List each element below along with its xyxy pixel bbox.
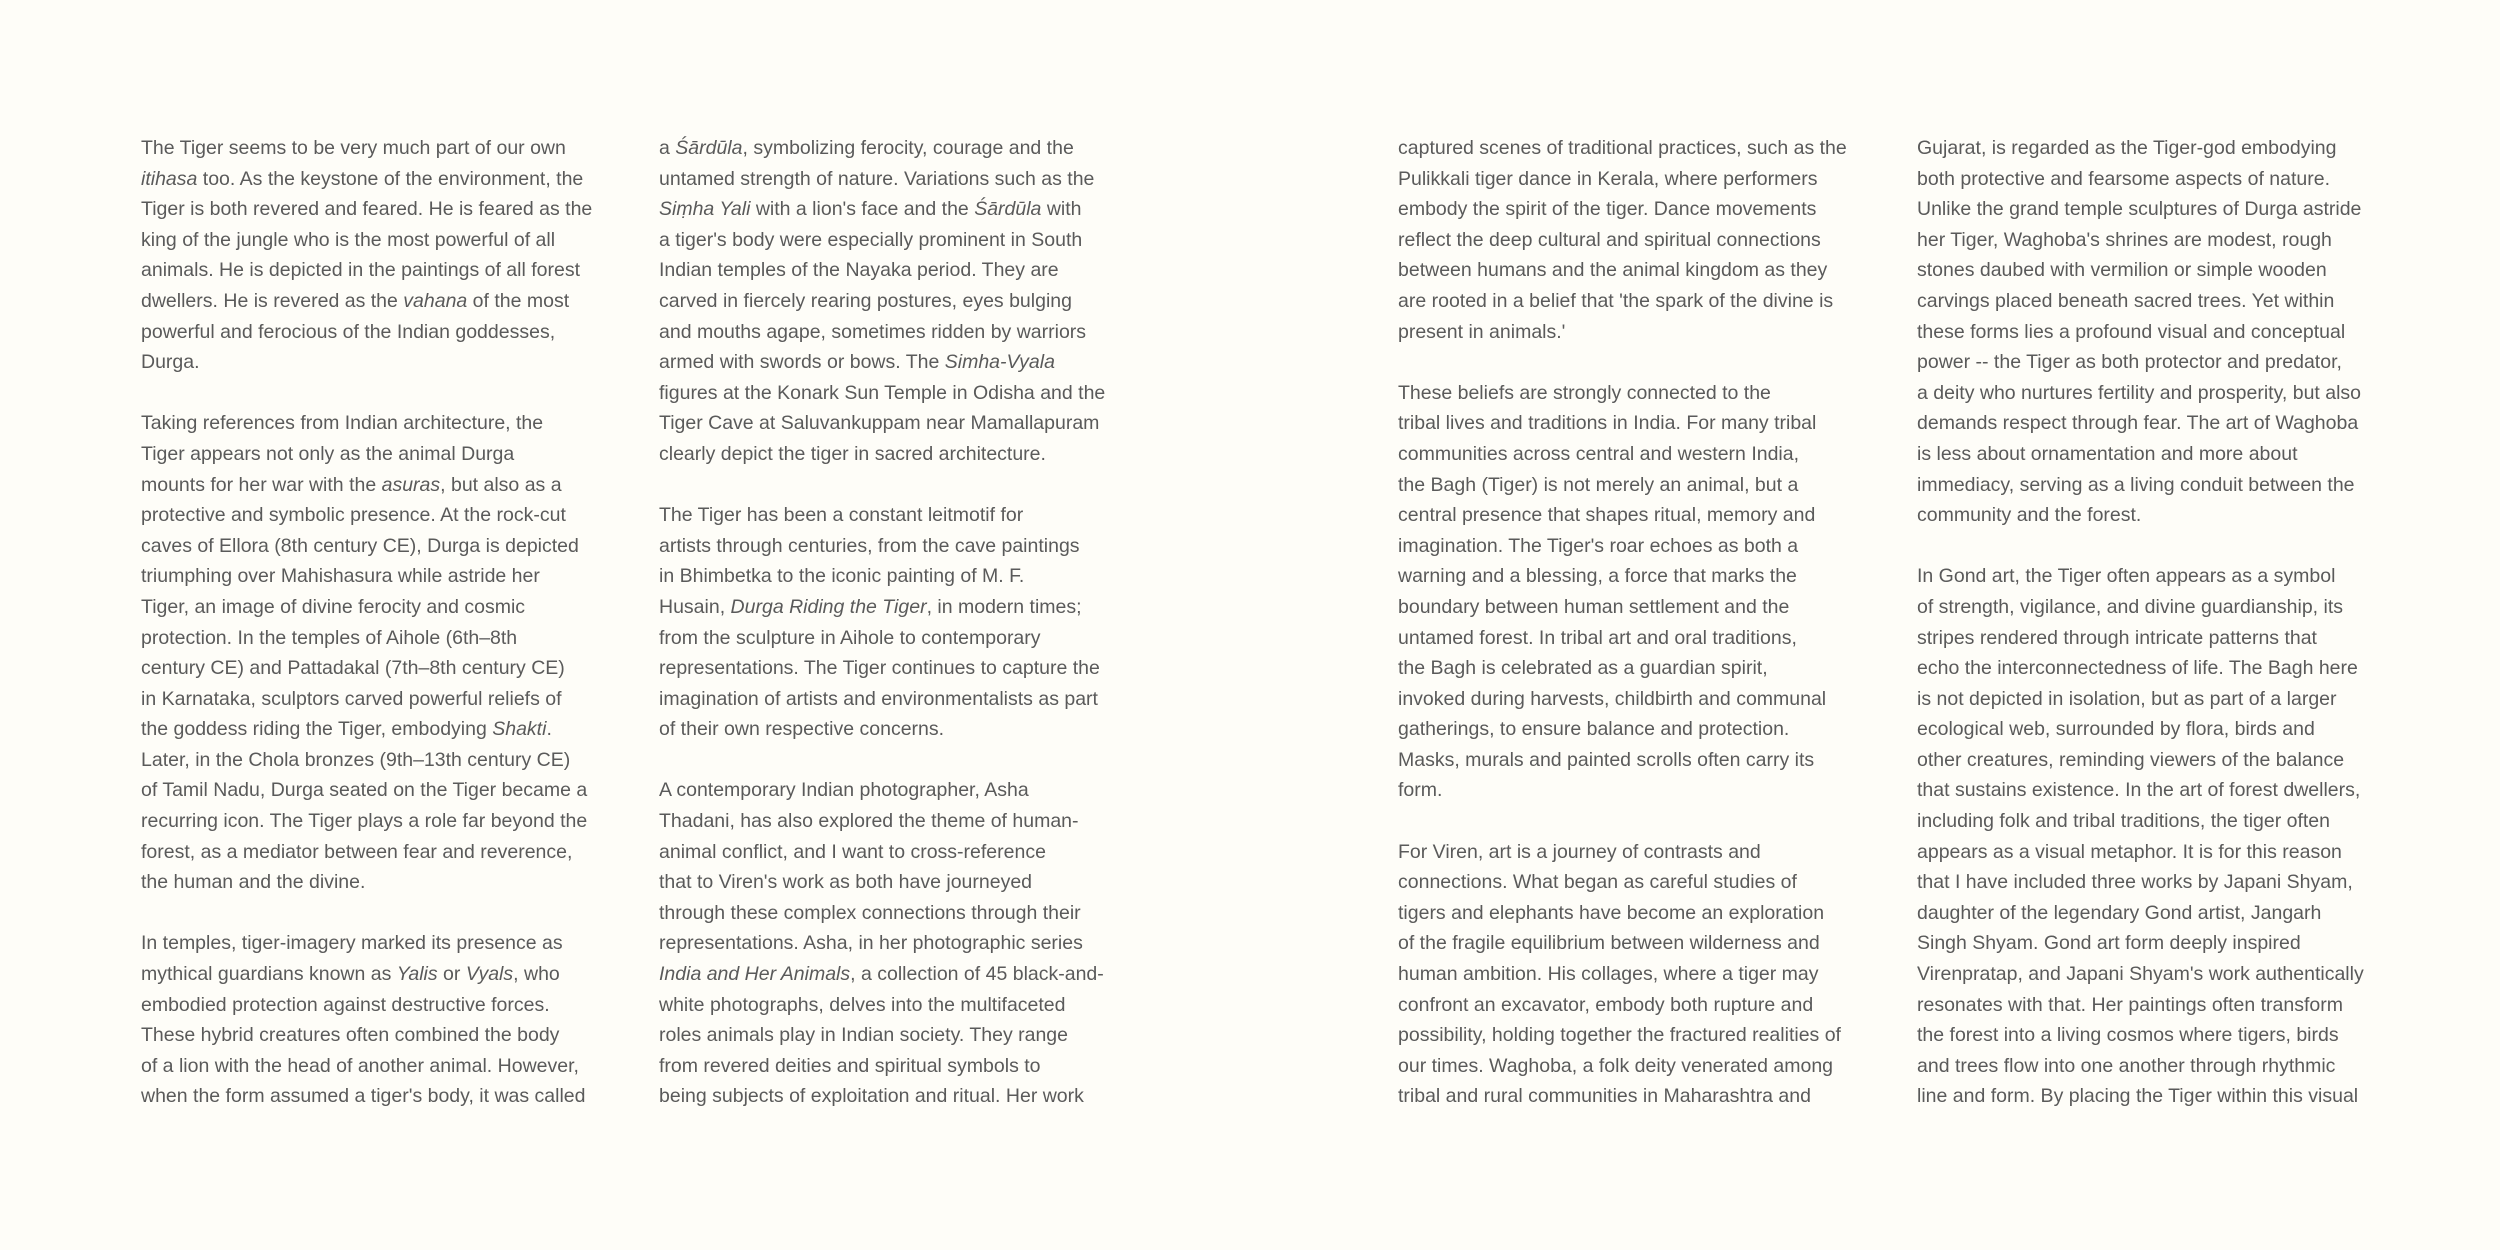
text-line bbox=[141, 867, 611, 898]
text-run: , symbolizing ferocity, courage and the bbox=[742, 137, 1074, 159]
text-column-1 bbox=[141, 133, 611, 1143]
text-run: king of the jungle who is the most powerful of all bbox=[141, 228, 556, 251]
text-run: being subjects of exploitation and ritual. Her work bbox=[659, 1085, 1084, 1108]
text-line bbox=[659, 225, 1129, 256]
text-line bbox=[141, 837, 611, 868]
text-line bbox=[1917, 928, 2387, 959]
text-line bbox=[659, 653, 1129, 684]
text-run: protective and symbolic presence. At the rock-cut bbox=[141, 504, 566, 527]
text-run: the Bagh is celebrated as a guardian spirit, bbox=[1398, 657, 1768, 680]
paragraph bbox=[659, 500, 1129, 745]
text-line bbox=[659, 928, 1129, 959]
text-line bbox=[1398, 500, 1868, 531]
text-run: connections. What began as careful studies of bbox=[1398, 871, 1797, 894]
text-run: century CE) and Pattadakal (7th–8th century CE) bbox=[141, 657, 565, 680]
text-line bbox=[659, 164, 1129, 195]
text-line bbox=[659, 317, 1129, 348]
text-run: roles animals play in Indian society. They range bbox=[659, 1024, 1068, 1047]
italic-term: Śārdūla bbox=[974, 198, 1042, 221]
text-run: from revered deities and spiritual symbols to bbox=[659, 1054, 1041, 1077]
text-line bbox=[141, 255, 611, 286]
text-run: , but also as a bbox=[440, 473, 562, 496]
italic-term: vahana bbox=[403, 289, 468, 312]
text-line bbox=[141, 928, 611, 959]
text-line bbox=[141, 806, 611, 837]
text-line bbox=[141, 164, 611, 195]
text-line bbox=[659, 500, 1129, 531]
text-line bbox=[659, 255, 1129, 286]
text-run: powerful and ferocious of the Indian goddesses, bbox=[141, 320, 556, 343]
text-line bbox=[141, 531, 611, 562]
text-run: warning and a blessing, a force that marks the bbox=[1398, 565, 1797, 588]
text-line bbox=[141, 439, 611, 470]
text-line bbox=[141, 775, 611, 806]
text-run: is not depicted in isolation, but as part of a larger bbox=[1917, 687, 2337, 710]
paragraph bbox=[1917, 133, 2387, 531]
text-run: resonates with that. Her paintings often transform bbox=[1917, 993, 2343, 1016]
italic-term: itihasa bbox=[141, 167, 198, 190]
text-run: central presence that shapes ritual, memory and bbox=[1398, 504, 1816, 527]
text-run: including folk and tribal traditions, the tiger often bbox=[1917, 810, 2330, 833]
text-run: of the most bbox=[467, 289, 570, 312]
text-run: tigers and elephants have become an exploration bbox=[1398, 901, 1825, 924]
text-run: tribal and rural communities in Maharashtra and bbox=[1398, 1085, 1811, 1108]
text-line bbox=[1398, 133, 1868, 164]
text-line bbox=[1398, 928, 1868, 959]
text-line bbox=[141, 990, 611, 1021]
text-run: Masks, murals and painted scrolls often carry its bbox=[1398, 748, 1815, 771]
text-line bbox=[659, 592, 1129, 623]
paragraph bbox=[659, 133, 1129, 470]
text-run: imagination of artists and environmentalists as part bbox=[659, 687, 1098, 710]
text-run: white photographs, delves into the multifaceted bbox=[659, 993, 1066, 1016]
text-line bbox=[1917, 255, 2387, 286]
text-line bbox=[1398, 378, 1868, 409]
text-line bbox=[141, 1051, 611, 1082]
text-run: a bbox=[659, 137, 676, 159]
text-run: echo the interconnectedness of life. The Bagh here bbox=[1917, 657, 2358, 680]
text-line bbox=[141, 1081, 611, 1112]
text-run: dwellers. He is revered as the bbox=[141, 289, 404, 312]
text-line bbox=[1917, 470, 2387, 501]
text-run: A contemporary Indian photographer, Asha bbox=[659, 779, 1029, 802]
text-run: stripes rendered through intricate patterns that bbox=[1917, 626, 2317, 649]
text-run: daughter of the legendary Gond artist, Jangarh bbox=[1917, 901, 2322, 924]
italic-term: India and Her Animals bbox=[659, 963, 851, 986]
text-run: In temples, tiger-imagery marked its presence as bbox=[141, 932, 563, 955]
text-line bbox=[141, 561, 611, 592]
text-run: , who bbox=[513, 963, 560, 986]
text-line bbox=[659, 133, 1129, 164]
text-line bbox=[141, 317, 611, 348]
paragraph bbox=[1398, 837, 1868, 1112]
text-line bbox=[1398, 745, 1868, 776]
italic-term: asuras bbox=[381, 473, 441, 496]
text-run: artists through centuries, from the cave paintings bbox=[659, 534, 1080, 557]
text-line bbox=[1398, 714, 1868, 745]
text-run: that I have included three works by Japani Shyam, bbox=[1917, 871, 2353, 894]
italic-term: Siṃha Yali bbox=[659, 198, 751, 221]
text-line bbox=[1398, 470, 1868, 501]
paragraph bbox=[1398, 378, 1868, 806]
text-run: Thadani, has also explored the theme of human- bbox=[659, 810, 1079, 833]
text-run: stones daubed with vermilion or simple wooden bbox=[1917, 259, 2327, 282]
italic-term: Shakti bbox=[492, 718, 547, 741]
text-run: or bbox=[437, 963, 466, 986]
text-run: are rooted in a belief that 'the spark of the divine is bbox=[1398, 289, 1834, 312]
text-run: untamed strength of nature. Variations such as the bbox=[659, 167, 1095, 190]
text-run: Pulikkali tiger dance in Kerala, where performers bbox=[1398, 167, 1818, 190]
text-run: both protective and fearsome aspects of nature. bbox=[1917, 167, 2330, 190]
text-line bbox=[1917, 775, 2387, 806]
text-line bbox=[1917, 378, 2387, 409]
text-line bbox=[1398, 1081, 1868, 1112]
text-line bbox=[659, 286, 1129, 317]
text-line bbox=[1917, 623, 2387, 654]
text-run: representations. Asha, in her photographic series bbox=[659, 932, 1083, 955]
text-run: tribal lives and traditions in India. For many tribal bbox=[1398, 412, 1817, 435]
text-column-4 bbox=[1917, 133, 2387, 1143]
text-run: , a collection of 45 black-and- bbox=[850, 963, 1104, 986]
text-run: armed with swords or bows. The bbox=[659, 351, 945, 374]
text-line bbox=[141, 470, 611, 501]
text-line bbox=[1398, 194, 1868, 225]
text-line bbox=[1398, 775, 1868, 806]
text-run: Tiger, an image of divine ferocity and cosmic bbox=[141, 595, 526, 618]
text-line bbox=[659, 378, 1129, 409]
text-line bbox=[1917, 194, 2387, 225]
text-run: animal conflict, and I want to cross-reference bbox=[659, 840, 1046, 863]
text-line bbox=[141, 286, 611, 317]
text-line bbox=[659, 531, 1129, 562]
text-line bbox=[1917, 1051, 2387, 1082]
text-line bbox=[1398, 653, 1868, 684]
text-line bbox=[1398, 561, 1868, 592]
text-line bbox=[1917, 745, 2387, 776]
text-line bbox=[1917, 347, 2387, 378]
text-line bbox=[1398, 898, 1868, 929]
text-run: mythical guardians known as bbox=[141, 963, 397, 986]
text-line bbox=[659, 623, 1129, 654]
text-line bbox=[1398, 1051, 1868, 1082]
text-run: ecological web, surrounded by flora, birds and bbox=[1917, 718, 2315, 741]
text-run: from the sculpture in Aihole to contemporary bbox=[659, 626, 1041, 649]
text-run: Virenpratap, and Japani Shyam's work authentically bbox=[1917, 963, 2364, 986]
paragraph bbox=[141, 133, 611, 378]
text-run: Gujarat, is regarded as the Tiger-god embodying bbox=[1917, 137, 2337, 159]
text-run: communities across central and western India, bbox=[1398, 442, 1800, 465]
text-run: Durga. bbox=[141, 351, 200, 374]
text-line bbox=[141, 1020, 611, 1051]
text-run: a tiger's body were especially prominent in South bbox=[659, 228, 1083, 251]
text-line bbox=[1398, 959, 1868, 990]
text-line bbox=[1917, 164, 2387, 195]
text-line bbox=[1398, 286, 1868, 317]
text-line bbox=[1398, 592, 1868, 623]
text-line bbox=[659, 806, 1129, 837]
text-run: Indian temples of the Nayaka period. They are bbox=[659, 259, 1059, 282]
text-line bbox=[659, 867, 1129, 898]
text-run: figures at the Konark Sun Temple in Odisha and the bbox=[659, 381, 1106, 404]
text-line bbox=[1917, 592, 2387, 623]
text-line bbox=[1917, 439, 2387, 470]
text-line bbox=[1917, 959, 2387, 990]
text-line bbox=[659, 898, 1129, 929]
italic-term: Yalis bbox=[396, 963, 438, 986]
text-run: immediacy, serving as a living conduit between the bbox=[1917, 473, 2355, 496]
text-run: power -- the Tiger as both protector and predator, bbox=[1917, 351, 2342, 374]
text-line bbox=[1398, 1020, 1868, 1051]
text-line bbox=[659, 194, 1129, 225]
text-line bbox=[1398, 164, 1868, 195]
text-line bbox=[141, 592, 611, 623]
text-run: Husain, bbox=[659, 595, 731, 618]
text-run: that sustains existence. In the art of forest dwellers, bbox=[1917, 779, 2361, 802]
paragraph bbox=[1398, 133, 1868, 347]
text-line bbox=[1398, 408, 1868, 439]
text-column-3 bbox=[1398, 133, 1868, 1143]
text-run: confront an excavator, embody both rupture and bbox=[1398, 993, 1814, 1016]
text-run: our times. Waghoba, a folk deity venerated among bbox=[1398, 1054, 1834, 1077]
text-run: recurring icon. The Tiger plays a role far beyond the bbox=[141, 810, 588, 833]
text-run: form. bbox=[1398, 779, 1443, 802]
italic-term: Vyals bbox=[465, 963, 514, 986]
text-run: . bbox=[546, 718, 552, 741]
text-line bbox=[1398, 225, 1868, 256]
text-line bbox=[1398, 531, 1868, 562]
text-line bbox=[1398, 684, 1868, 715]
text-line bbox=[659, 408, 1129, 439]
text-line bbox=[1917, 408, 2387, 439]
text-column-2 bbox=[659, 133, 1129, 1143]
text-run: carvings placed beneath sacred trees. Yet within bbox=[1917, 289, 2335, 312]
text-run: demands respect through fear. The art of Waghoba bbox=[1917, 412, 2359, 435]
text-run: the goddess riding the Tiger, embodying bbox=[141, 718, 493, 741]
text-line bbox=[1398, 623, 1868, 654]
text-run: untamed forest. In tribal art and oral traditions, bbox=[1398, 626, 1797, 649]
text-run: clearly depict the tiger in sacred architecture. bbox=[659, 442, 1046, 465]
text-run: line and form. By placing the Tiger within this visual bbox=[1917, 1085, 2359, 1108]
text-line bbox=[1398, 990, 1868, 1021]
italic-term: Durga Riding the Tiger bbox=[730, 595, 927, 618]
text-line bbox=[141, 347, 611, 378]
text-line bbox=[141, 653, 611, 684]
text-run: of their own respective concerns. bbox=[659, 718, 945, 741]
text-line bbox=[1917, 898, 2387, 929]
text-run: Unlike the grand temple sculptures of Durga astride bbox=[1917, 198, 2362, 221]
text-run: in Bhimbetka to the iconic painting of M. F. bbox=[659, 565, 1025, 588]
text-run: captured scenes of traditional practices, such as the bbox=[1398, 137, 1847, 159]
text-line bbox=[1917, 317, 2387, 348]
text-run: the human and the divine. bbox=[141, 871, 366, 894]
text-run: , in modern times; bbox=[926, 595, 1082, 618]
text-line bbox=[141, 225, 611, 256]
text-run: possibility, holding together the fractured realities of bbox=[1398, 1024, 1841, 1047]
text-line bbox=[1917, 1020, 2387, 1051]
text-run: between humans and the animal kingdom as they bbox=[1398, 259, 1828, 282]
text-line bbox=[659, 439, 1129, 470]
text-line bbox=[659, 1020, 1129, 1051]
italic-term: Śārdūla bbox=[675, 137, 743, 159]
text-run: These hybrid creatures often combined the body bbox=[141, 1024, 560, 1047]
text-run: a deity who nurtures fertility and prosperity, but also bbox=[1917, 381, 2362, 404]
paragraph bbox=[1917, 561, 2387, 1112]
text-line bbox=[659, 714, 1129, 745]
text-line bbox=[1917, 837, 2387, 868]
text-line bbox=[141, 194, 611, 225]
text-run: protection. In the temples of Aihole (6th–8th bbox=[141, 626, 518, 649]
text-run: imagination. The Tiger's roar echoes as both a bbox=[1398, 534, 1799, 557]
text-line bbox=[141, 623, 611, 654]
text-run: triumphing over Mahishasura while astride her bbox=[141, 565, 540, 588]
text-run: of Tamil Nadu, Durga seated on the Tiger became a bbox=[141, 779, 588, 802]
text-run: in Karnataka, sculptors carved powerful reliefs of bbox=[141, 687, 562, 710]
text-run: Taking references from Indian architecture, the bbox=[141, 412, 544, 435]
text-line bbox=[659, 775, 1129, 806]
text-line bbox=[659, 347, 1129, 378]
text-line bbox=[1398, 255, 1868, 286]
text-run: the Bagh (Tiger) is not merely an animal, but a bbox=[1398, 473, 1799, 496]
text-line bbox=[1917, 867, 2387, 898]
text-run: animals. He is depicted in the paintings of all forest bbox=[141, 259, 580, 282]
paragraph bbox=[141, 928, 611, 1112]
text-run: of the fragile equilibrium between wilderness and bbox=[1398, 932, 1820, 955]
text-run: The Tiger has been a constant leitmotif for bbox=[659, 504, 1024, 527]
text-line bbox=[141, 684, 611, 715]
text-line bbox=[141, 714, 611, 745]
text-run: In Gond art, the Tiger often appears as a symbol bbox=[1917, 565, 2336, 588]
text-run: of a lion with the head of another animal. However, bbox=[141, 1054, 579, 1077]
text-line bbox=[1917, 990, 2387, 1021]
text-line bbox=[1917, 714, 2387, 745]
text-line bbox=[659, 561, 1129, 592]
text-line bbox=[1917, 561, 2387, 592]
text-run: with a lion's face and the bbox=[750, 198, 975, 221]
text-line bbox=[659, 959, 1129, 990]
text-line bbox=[659, 684, 1129, 715]
text-line bbox=[659, 990, 1129, 1021]
text-run: embody the spirit of the tiger. Dance movements bbox=[1398, 198, 1817, 221]
text-line bbox=[1917, 225, 2387, 256]
text-run: These beliefs are strongly connected to the bbox=[1398, 381, 1771, 404]
text-line bbox=[1398, 837, 1868, 868]
text-run: these forms lies a profound visual and conceptual bbox=[1917, 320, 2346, 343]
text-line bbox=[659, 1081, 1129, 1112]
text-run: too. As the keystone of the environment, the bbox=[197, 167, 584, 190]
text-run: with bbox=[1041, 198, 1082, 221]
paragraph bbox=[659, 775, 1129, 1112]
text-run: boundary between human settlement and the bbox=[1398, 595, 1790, 618]
text-run: human ambition. His collages, where a tiger may bbox=[1398, 963, 1819, 986]
text-run: present in animals.' bbox=[1398, 320, 1566, 343]
text-line bbox=[1917, 286, 2387, 317]
text-run: community and the forest. bbox=[1917, 504, 2142, 527]
text-run: The Tiger seems to be very much part of our own bbox=[141, 137, 566, 159]
text-run: other creatures, reminding viewers of the balance bbox=[1917, 748, 2345, 771]
text-line bbox=[659, 1051, 1129, 1082]
paragraph bbox=[141, 408, 611, 898]
text-line bbox=[1917, 684, 2387, 715]
text-line bbox=[1398, 439, 1868, 470]
text-run: gatherings, to ensure balance and protection. bbox=[1398, 718, 1790, 741]
text-line bbox=[141, 745, 611, 776]
text-run: representations. The Tiger continues to capture the bbox=[659, 657, 1100, 680]
text-line bbox=[1398, 317, 1868, 348]
text-run: caves of Ellora (8th century CE), Durga is depicted bbox=[141, 534, 579, 557]
text-run: is less about ornamentation and more about bbox=[1917, 442, 2298, 465]
text-line bbox=[1917, 806, 2387, 837]
text-line bbox=[659, 837, 1129, 868]
text-line bbox=[1398, 867, 1868, 898]
text-run: of strength, vigilance, and divine guardianship, its bbox=[1917, 595, 2344, 618]
text-line bbox=[141, 408, 611, 439]
text-run: through these complex connections through their bbox=[659, 901, 1081, 924]
text-run: and trees flow into one another through rhythmic bbox=[1917, 1054, 2336, 1077]
text-run: For Viren, art is a journey of contrasts and bbox=[1398, 840, 1761, 863]
text-run: and mouths agape, sometimes ridden by warriors bbox=[659, 320, 1087, 343]
text-run: carved in fiercely rearing postures, eyes bulging bbox=[659, 289, 1072, 312]
text-line bbox=[1917, 653, 2387, 684]
text-run: that to Viren's work as both have journeyed bbox=[659, 871, 1033, 894]
text-run: embodied protection against destructive forces. bbox=[141, 993, 550, 1016]
italic-term: Simha-Vyala bbox=[944, 351, 1055, 374]
text-run: when the form assumed a tiger's body, it was called bbox=[141, 1085, 586, 1108]
text-run: Tiger is both revered and feared. He is feared as the bbox=[141, 198, 593, 221]
text-run: Later, in the Chola bronzes (9th–13th century CE) bbox=[141, 748, 571, 771]
text-line bbox=[1917, 500, 2387, 531]
text-line bbox=[1917, 133, 2387, 164]
text-run: Tiger appears not only as the animal Durga bbox=[141, 442, 515, 465]
text-run: reflect the deep cultural and spiritual connections bbox=[1398, 228, 1821, 251]
text-line bbox=[141, 500, 611, 531]
text-run: the forest into a living cosmos where tigers, birds bbox=[1917, 1024, 2339, 1047]
text-line bbox=[1917, 1081, 2387, 1112]
text-run: Singh Shyam. Gond art form deeply inspired bbox=[1917, 932, 2301, 955]
text-line bbox=[141, 959, 611, 990]
text-run: her Tiger, Waghoba's shrines are modest, rough bbox=[1917, 228, 2332, 251]
text-run: forest, as a mediator between fear and reverence, bbox=[141, 840, 573, 863]
text-run: appears as a visual metaphor. It is for this reason bbox=[1917, 840, 2342, 863]
text-run: mounts for her war with the bbox=[141, 473, 382, 496]
text-run: invoked during harvests, childbirth and communal bbox=[1398, 687, 1827, 710]
text-run: Tiger Cave at Saluvankuppam near Mamallapuram bbox=[659, 412, 1100, 435]
text-line bbox=[141, 133, 611, 164]
